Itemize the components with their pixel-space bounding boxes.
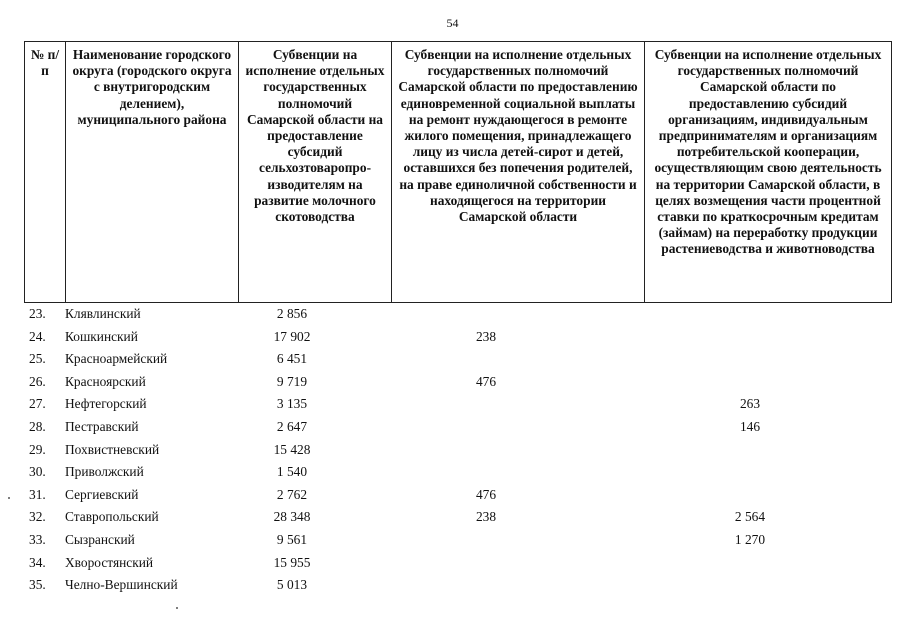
row-number: 25. — [29, 351, 46, 367]
credit-interest-value: 146 — [739, 418, 761, 434]
orphan-housing-value: 476 — [475, 373, 497, 389]
table-row — [24, 416, 892, 439]
dairy-subsidy-value: 2 856 — [276, 306, 308, 321]
scan-speck — [8, 497, 10, 499]
row-number: 32. — [29, 509, 46, 525]
orphan-housing-value: 476 — [475, 486, 497, 502]
header-num: № п/п — [25, 42, 66, 303]
table-row — [24, 371, 892, 394]
dairy-subsidy-value: 15 955 — [273, 554, 311, 570]
table-row — [24, 574, 892, 597]
row-number: 26. — [29, 373, 46, 389]
district-name: Кошкинский — [65, 328, 138, 344]
district-name: Сергиевский — [65, 486, 139, 502]
table-row — [24, 326, 892, 349]
row-number: 30. — [29, 464, 46, 480]
credit-interest-value: 263 — [739, 396, 761, 412]
district-name: Хворостянский — [65, 554, 154, 570]
dairy-subsidy-value: 1 540 — [276, 464, 308, 480]
orphan-housing-value: 238 — [475, 328, 497, 344]
dairy-subsidy-value: 15 428 — [273, 441, 311, 457]
table-header — [24, 41, 892, 303]
dairy-subsidy-value: 2 647 — [276, 418, 308, 434]
dairy-subsidy-value: 6 451 — [276, 351, 308, 367]
district-name: Красноярский — [65, 373, 146, 389]
dairy-subsidy-value: 28 348 — [273, 509, 311, 525]
row-number: 31. — [29, 486, 46, 502]
header-dairy-subsidy: Субвенции на исполнение отдельных государственных полномочий Самарской области на предоставление субсидий сельхозтоваропро-изводителям на развитие молочного скотоводства — [239, 42, 392, 303]
dairy-subsidy-value: 9 561 — [276, 531, 308, 547]
credit-interest-value: 2 564 — [734, 509, 766, 525]
table-body — [24, 303, 892, 597]
row-number: 23. — [29, 306, 46, 321]
table-row — [24, 303, 892, 326]
table-row — [24, 439, 892, 462]
table-row — [24, 552, 892, 575]
table-row — [24, 393, 892, 416]
dairy-subsidy-value: 2 762 — [276, 486, 308, 502]
row-number: 28. — [29, 418, 46, 434]
district-name: Похвистневский — [65, 441, 160, 457]
row-number: 34. — [29, 554, 46, 570]
table-row — [24, 506, 892, 529]
table-row — [24, 484, 892, 507]
dairy-subsidy-value: 5 013 — [276, 577, 308, 593]
table-row — [24, 529, 892, 552]
row-number: 27. — [29, 396, 46, 412]
district-name: Клявлинский — [65, 306, 141, 321]
table-row — [24, 461, 892, 484]
district-name: Пестравский — [65, 418, 139, 434]
row-number: 33. — [29, 531, 46, 547]
dairy-subsidy-value: 17 902 — [273, 328, 311, 344]
scan-speck — [176, 607, 178, 609]
page-number: 54 — [446, 16, 459, 30]
header-row — [25, 42, 892, 303]
header-credit-interest-subsidy: Субвенции на исполнение отдельных государственных полномочий Самарской области по предоставлению субсидий организациям, индивидуальным предпринимателям и организациям потребительской кооперации, осуществляющим свою деятельность на территории Самарской области, в целях возмещения части процентной ставки по краткосрочным кредитам (займам) на переработку продукции растениеводства и животноводства — [645, 42, 892, 303]
district-name: Сызранский — [65, 531, 135, 547]
district-name: Ставропольский — [65, 509, 159, 525]
district-name: Нефтегорский — [65, 396, 147, 412]
table-row — [24, 348, 892, 371]
row-number: 29. — [29, 441, 46, 457]
row-number: 24. — [29, 328, 46, 344]
row-number: 35. — [29, 577, 46, 593]
district-name: Красноармейский — [65, 351, 168, 367]
header-name: Наименование городского округа (городского округа с внутригородским делением), муниципального района — [66, 42, 239, 303]
orphan-housing-value: 238 — [475, 509, 497, 525]
header-orphan-housing-payment: Субвенции на исполнение отдельных государственных полномочий Самарской области по предоставлению единовременной социальной выплаты на ремонт нуждающегося в ремонте жилого помещения, принадлежащего лицу из числа детей-сирот и детей, оставшихся без попечения родителей, на праве единоличной собственности и находящегося на территории Самарской области — [392, 42, 645, 303]
dairy-subsidy-value: 9 719 — [276, 373, 308, 389]
credit-interest-value: 1 270 — [734, 531, 766, 547]
district-name: Челно-Вершинский — [65, 577, 178, 593]
dairy-subsidy-value: 3 135 — [276, 396, 308, 412]
district-name: Приволжский — [65, 464, 144, 480]
